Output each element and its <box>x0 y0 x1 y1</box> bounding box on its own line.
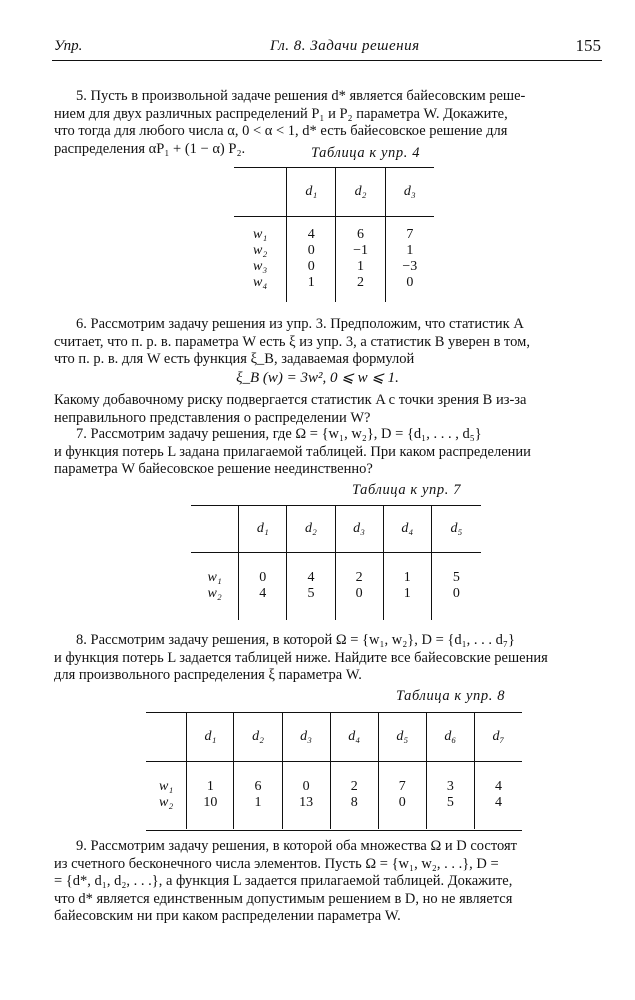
table-cell: 0 <box>302 779 310 795</box>
row-label: w₃ <box>252 259 268 275</box>
text-line: 5. Пусть в произвольной задаче решения d* является байесовским реше- <box>76 88 526 104</box>
formula-xi-b: ξ_B (w) = 3w², 0 ⩽ w ⩽ 1. <box>236 370 399 386</box>
value-column <box>335 552 383 620</box>
value-column <box>336 216 385 302</box>
header-rule <box>52 60 602 61</box>
table-cell: 0 <box>259 570 267 586</box>
text-line: Какому добавочному риску подвергается статистик A с точки зрения B из-за <box>54 392 527 408</box>
table-cell: 2 <box>355 570 363 586</box>
value-column <box>282 761 330 829</box>
row-label: w₁ <box>159 779 174 795</box>
row-labels <box>234 216 287 302</box>
table-cell: 0 <box>452 586 460 602</box>
table-cell: 1 <box>307 275 315 291</box>
table-cell: 2 <box>357 275 365 291</box>
table-cell: 6 <box>254 779 262 795</box>
column-header: d₂ <box>234 713 282 761</box>
value-column <box>474 761 522 829</box>
text-line: что тогда для любого числа α, 0 < α < 1, d* есть байесовское решение для <box>54 123 508 140</box>
column-header: d₁ <box>287 168 336 216</box>
text-line: что п. р. в. для W есть функция ξ_B, задаваемая формулой <box>54 351 415 368</box>
text-line: распределения αP₁ + (1 − α) P₂. <box>54 140 246 157</box>
column-header: d₆ <box>426 713 474 761</box>
row-label: w₂ <box>159 795 174 811</box>
table-cell: 1 <box>406 243 414 259</box>
table-cell: 13 <box>299 795 314 811</box>
table-cell: 5 <box>307 586 315 602</box>
text-line: нием для двух различных распределений P₁ и P₂ параметра W. Докажите, <box>54 105 508 122</box>
row-label: w₁ <box>207 570 222 586</box>
table-cell: 0 <box>355 586 363 602</box>
table-cell: 5 <box>452 570 460 586</box>
value-column <box>330 761 378 829</box>
exercise-6 <box>54 316 604 369</box>
column-header: d₃ <box>385 168 434 216</box>
exercise-6-continued <box>54 392 604 427</box>
table-7-caption: Таблица к упр. 7 <box>352 482 462 498</box>
table-cell: 1 <box>357 259 365 275</box>
value-column <box>378 761 426 829</box>
table-cell: 6 <box>357 227 365 243</box>
exercise-9 <box>54 838 604 926</box>
table-cell: 0 <box>307 259 315 275</box>
column-header: d₃ <box>282 713 330 761</box>
header-chapter-title: Гл. 8. Задачи решения <box>270 38 420 54</box>
text-line: и функция потерь L задана прилагаемой таблицей. При каком распределении <box>54 443 531 460</box>
row-label: w₁ <box>252 227 268 243</box>
value-column <box>431 552 481 620</box>
corner-cell <box>191 506 239 552</box>
text-line: для произвольного распределения ξ параметра W. <box>54 667 362 684</box>
text-line: из счетного бесконечного числа элементов. Пусть Ω = {w₁, w₂, . . .}, D = <box>54 855 499 872</box>
text-line: байесовским ни при каком распределении параметра W. <box>54 908 401 925</box>
column-header: d₅ <box>431 506 481 552</box>
table-cell: −3 <box>402 259 418 275</box>
table-4-caption: Таблица к упр. 4 <box>311 145 421 161</box>
table-cell: 4 <box>307 570 315 586</box>
text-line: неправильного представления о распределении W? <box>54 409 371 426</box>
column-header: d₂ <box>336 168 385 216</box>
table-cell: 7 <box>406 227 414 243</box>
page-number: 155 <box>575 36 601 55</box>
table-cell: 3 <box>446 779 454 795</box>
value-column <box>426 761 474 829</box>
column-header: d₄ <box>330 713 378 761</box>
column-header: d₅ <box>378 713 426 761</box>
table-8-bottom-rule <box>146 830 522 831</box>
column-header: d₄ <box>383 506 431 552</box>
table-cell: 4 <box>494 779 502 795</box>
table-8-caption: Таблица к упр. 8 <box>396 688 506 704</box>
text-line: параметра W байесовское решение неединственно? <box>54 461 373 478</box>
table-7 <box>191 506 481 620</box>
value-column <box>385 216 434 302</box>
table-cell: 7 <box>398 779 406 795</box>
exercise-8 <box>54 632 604 685</box>
table-cell: 1 <box>403 586 411 602</box>
corner-cell <box>146 713 187 761</box>
header-section-label: Упр. <box>54 38 83 54</box>
text-line: = {d*, d₁, d₂, . . .}, а функция L задается прилагаемой таблицей. Докажите, <box>54 873 513 890</box>
text-line: 8. Рассмотрим задачу решения, в которой Ω = {w₁, w₂}, D = {d₁, . . . d₇} <box>76 632 515 648</box>
row-label: w₂ <box>207 586 222 602</box>
running-header <box>54 38 601 58</box>
value-column <box>234 761 282 829</box>
table-cell: 0 <box>406 275 414 291</box>
table-cell: 1 <box>206 779 214 795</box>
text-line: 6. Рассмотрим задачу решения из упр. 3. Предположим, что статистик A <box>76 316 524 332</box>
corner-cell <box>234 168 287 216</box>
row-label: w₂ <box>252 243 268 259</box>
text-line: и функция потерь L задается таблицей ниже. Найдите все байесовские решения <box>54 649 548 666</box>
column-header: d₂ <box>287 506 335 552</box>
table-cell: 4 <box>307 227 315 243</box>
text-line: 9. Рассмотрим задачу решения, в которой оба множества Ω и D состоят <box>76 838 517 854</box>
table-cell: 4 <box>494 795 502 811</box>
table-cell: 0 <box>398 795 406 811</box>
text-line: считает, что п. р. в. параметра W есть ξ из упр. 3, а статистик B уверен в том, <box>54 333 530 350</box>
table-cell: 1 <box>403 570 411 586</box>
table-cell: 8 <box>350 795 358 811</box>
exercise-7 <box>54 426 604 479</box>
value-column <box>287 216 336 302</box>
table-cell: 4 <box>259 586 267 602</box>
table-cell: −1 <box>353 243 368 259</box>
value-column <box>187 761 234 829</box>
column-header: d₇ <box>474 713 522 761</box>
column-header: d₁ <box>187 713 234 761</box>
value-column <box>383 552 431 620</box>
column-header: d₃ <box>335 506 383 552</box>
row-label: w₄ <box>252 275 268 291</box>
table-cell: 0 <box>307 243 315 259</box>
column-header: d₁ <box>239 506 287 552</box>
table-cell: 5 <box>446 795 454 811</box>
row-labels <box>191 552 239 620</box>
table-cell: 10 <box>203 795 218 811</box>
row-labels <box>146 761 187 829</box>
table-cell: 1 <box>254 795 262 811</box>
text-line: 7. Рассмотрим задачу решения, где Ω = {w₁, w₂}, D = {d₁, . . . , d₅} <box>76 426 482 442</box>
value-column <box>287 552 335 620</box>
value-column <box>239 552 287 620</box>
text-line: что d* является единственным допустимым решением в D, но не является <box>54 890 513 907</box>
table-cell: 2 <box>350 779 358 795</box>
table-4 <box>234 168 434 302</box>
table-8 <box>146 713 522 829</box>
